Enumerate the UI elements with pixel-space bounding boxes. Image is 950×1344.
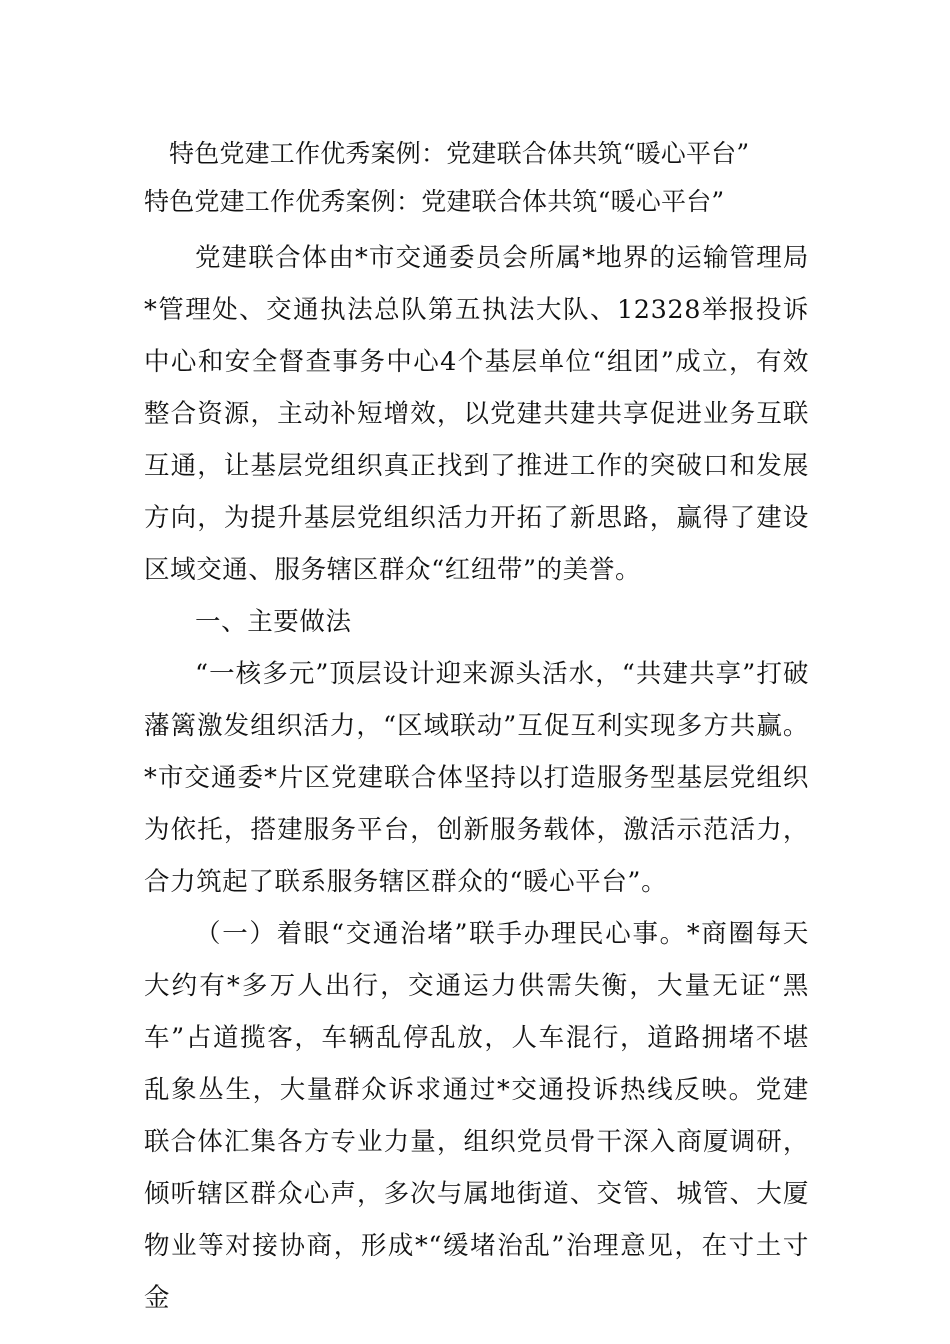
document-title-repeated: 特色党建工作优秀案例：党建联合体共筑“暖心平台” xyxy=(169,139,750,168)
paragraph-subsection-1: （一）着眼“交通治堵”联手办理民心事。*商圈每天大约有*多万人出行，交通运力供需失衡，大量无证“黑车”占道揽客，车辆乱停乱放，人车混行，道路拥堵不堪乱象丛生，大量群众诉求通过*交通投诉热线反映。党建联合体汇集各方专业力量，组织党员骨干深入商厦调研，倾听辖区群众心声，多次与属地街道、交管、城管、大厦物业等对接协商，形成*“缓堵治乱”治理意见，在寸土寸金 xyxy=(144,919,809,1313)
document-title: 特色党建工作优秀案例：党建联合体共筑“暖心平台” xyxy=(144,187,725,216)
paragraph-intro: 党建联合体由*市交通委员会所属*地界的运输管理局*管理处、交通执法总队第五执法大队、12328举报投诉中心和安全督查事务中心4个基层单位“组团”成立，有效整合资源，主动补短增效，以党建共建共享促进业务互联互通，让基层党组织真正找到了推进工作的突破口和发展方向，为提升基层党组织活力开拓了新思路，赢得了建设区域交通、服务辖区群众“红纽带”的美誉。 xyxy=(144,243,809,585)
section-heading-main-practices: 一、主要做法 xyxy=(195,607,352,637)
document-body xyxy=(144,130,809,1324)
paragraph-overview: “一核多元”顶层设计迎来源头活水，“共建共享”打破藩篱激发组织活力，“区域联动”互促互利实现多方共赢。*市交通委*片区党建联合体坚持以打造服务型基层党组织为依托，搭建服务平台，创新服务载体，激活示范活力，合力筑起了联系服务辖区群众的“暖心平台”。 xyxy=(144,659,809,897)
